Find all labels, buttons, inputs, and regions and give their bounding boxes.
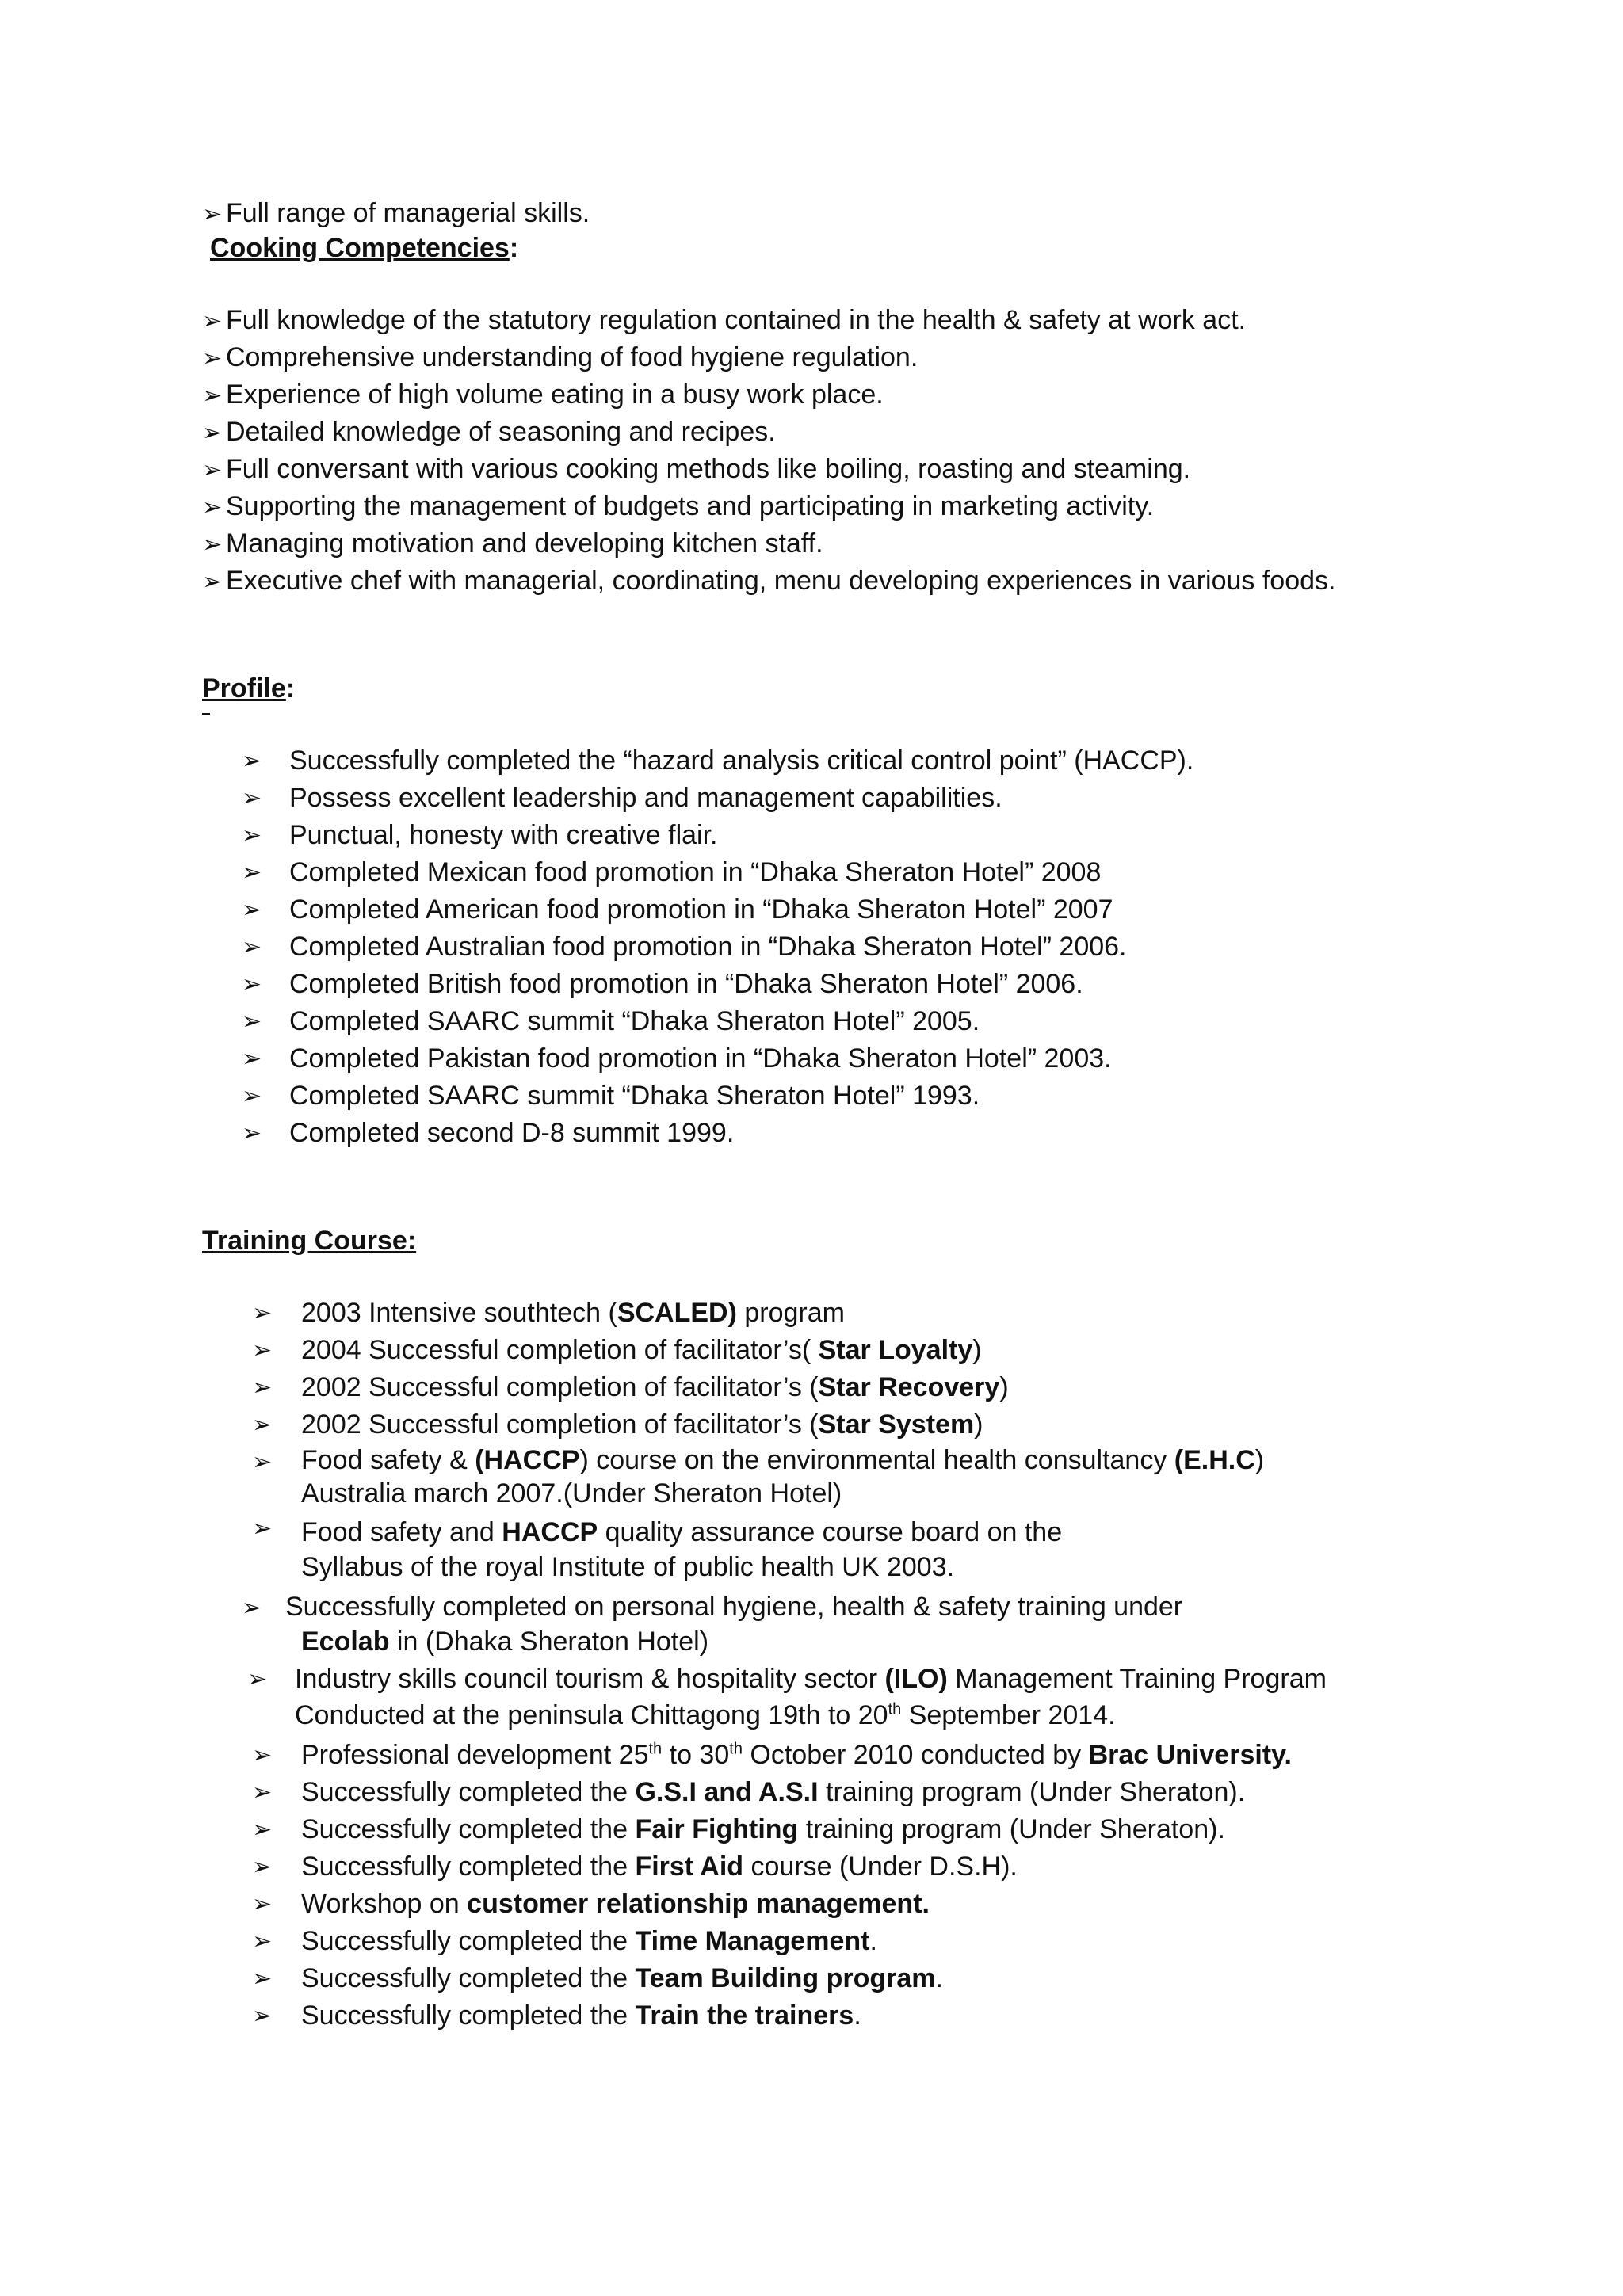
list-item: ➢ Possess excellent leadership and management capabilities. xyxy=(0,780,1623,817)
profile-heading xyxy=(202,670,1623,707)
list-item: ➢ 2004 Successful completion of facilitator’s( Star Loyalty) xyxy=(0,1332,1623,1369)
list-item: ➢ Completed Australian food promotion in “Dhaka Sheraton Hotel” 2006. xyxy=(0,929,1623,966)
list-item: ➢ Food safety and HACCP quality assurance course board on the Syllabus of the royal Institute of public health UK 2003. xyxy=(0,1510,1623,1589)
arrow-bullet-icon: ➢ xyxy=(252,1449,273,1475)
arrow-bullet-icon: ➢ xyxy=(252,1742,273,1768)
list-item: ➢ Successfully completed on personal hygiene, health & safety training under Ecolab in (Dhaka Sheraton Hotel) xyxy=(0,1589,1623,1661)
arrow-bullet-icon: ➢ xyxy=(202,494,223,521)
list-item: ➢ Successfully completed the Time Management. xyxy=(0,1923,1623,1960)
cooking-heading-text: Cooking Competencies xyxy=(210,233,510,263)
list-item: ➢ Executive chef with managerial, coordinating, menu developing experiences in various foods. xyxy=(202,563,1623,600)
list-item: ➢ Successfully completed the Fair Fighting training program (Under Sheraton). xyxy=(0,1811,1623,1848)
arrow-bullet-icon: ➢ xyxy=(252,1516,273,1542)
arrow-bullet-icon: ➢ xyxy=(252,1375,273,1401)
arrow-bullet-icon: ➢ xyxy=(202,569,223,595)
cooking-list xyxy=(202,302,1623,600)
list-item: ➢ Completed SAARC summit “Dhaka Sheraton Hotel” 1993. xyxy=(0,1077,1623,1115)
list-item: ➢ 2003 Intensive southtech (SCALED) program xyxy=(0,1295,1623,1332)
training-list xyxy=(0,1295,1623,2035)
list-item: ➢ Completed Pakistan food promotion in “Dhaka Sheraton Hotel” 2003. xyxy=(0,1040,1623,1077)
arrow-bullet-icon: ➢ xyxy=(202,201,223,227)
list-item: ➢ Full knowledge of the statutory regulation contained in the health & safety at work act. xyxy=(202,302,1623,339)
arrow-bullet-icon: ➢ xyxy=(252,1854,273,1880)
list-item: ➢ Successfully completed the First Aid course (Under D.S.H). xyxy=(0,1848,1623,1886)
arrow-bullet-icon: ➢ xyxy=(252,1817,273,1843)
arrow-bullet-icon: ➢ xyxy=(202,308,223,334)
arrow-bullet-icon: ➢ xyxy=(242,1046,262,1072)
training-heading-text: Training Course: xyxy=(202,1226,417,1256)
intro-text: Full range of managerial skills. xyxy=(226,198,590,228)
arrow-bullet-icon: ➢ xyxy=(252,1412,273,1438)
arrow-bullet-icon: ➢ xyxy=(252,1779,273,1806)
arrow-bullet-icon: ➢ xyxy=(252,1891,273,1917)
arrow-bullet-icon: ➢ xyxy=(202,457,223,483)
arrow-bullet-icon: ➢ xyxy=(242,785,262,811)
list-item: ➢ Completed British food promotion in “Dhaka Sheraton Hotel” 2006. xyxy=(0,966,1623,1003)
intro-section xyxy=(202,195,1623,265)
profile-heading-colon: : xyxy=(285,673,296,704)
list-item: ➢ Comprehensive understanding of food hygiene regulation. xyxy=(202,339,1623,376)
list-item: ➢ 2002 Successful completion of facilitator’s (Star System) xyxy=(0,1406,1623,1444)
cooking-heading xyxy=(202,230,1623,265)
list-item: ➢ Food safety & (HACCP) course on the environmental health consultancy (E.H.C) Australia march 2007.(Under Sheraton Hotel) xyxy=(252,1445,1265,1508)
arrow-bullet-icon: ➢ xyxy=(242,822,262,849)
arrow-bullet-icon: ➢ xyxy=(202,345,223,372)
list-item: ➢ Completed Mexican food promotion in “Dhaka Sheraton Hotel” 2008 xyxy=(0,854,1623,891)
arrow-bullet-icon: ➢ xyxy=(202,383,223,409)
list-item: ➢ Managing motivation and developing kitchen staff. xyxy=(202,525,1623,563)
arrow-bullet-icon: ➢ xyxy=(252,1928,273,1955)
profile-heading-text: Profile xyxy=(202,673,286,704)
arrow-bullet-icon: ➢ xyxy=(247,1666,268,1692)
list-item: ➢ Industry skills council tourism & hospitality sector (ILO) Management Training Program Conducted at the peninsula Chittagong 19th to 20th September 2014. xyxy=(0,1661,1623,1737)
list-item: ➢ Successfully completed the “hazard analysis critical control point” (HACCP). xyxy=(0,742,1623,780)
divider xyxy=(202,713,210,715)
arrow-bullet-icon: ➢ xyxy=(242,971,262,997)
arrow-bullet-icon: ➢ xyxy=(242,860,262,886)
cooking-heading-colon: : xyxy=(509,233,519,263)
list-item: ➢ Successfully completed the G.S.I and A.S.I training program (Under Sheraton). xyxy=(0,1774,1623,1811)
arrow-bullet-icon: ➢ xyxy=(242,1595,262,1621)
arrow-bullet-icon: ➢ xyxy=(252,1300,273,1326)
list-item: ➢ Professional development 25th to 30th October 2010 conducted by Brac University. xyxy=(0,1737,1623,1774)
arrow-bullet-icon: ➢ xyxy=(242,1120,262,1146)
list-item: ➢ Supporting the management of budgets and participating in marketing activity. xyxy=(202,488,1623,525)
training-heading xyxy=(202,1222,1623,1260)
list-item: ➢ Completed SAARC summit “Dhaka Sheraton Hotel” 2005. xyxy=(0,1003,1623,1040)
arrow-bullet-icon: ➢ xyxy=(252,1337,273,1363)
arrow-bullet-icon: ➢ xyxy=(242,1009,262,1035)
list-item: ➢ Completed American food promotion in “Dhaka Sheraton Hotel” 2007 xyxy=(0,891,1623,929)
intro-item xyxy=(202,195,1623,230)
profile-list xyxy=(0,742,1623,1152)
arrow-bullet-icon: ➢ xyxy=(202,420,223,446)
arrow-bullet-icon: ➢ xyxy=(202,532,223,558)
list-item: ➢ Detailed knowledge of seasoning and recipes. xyxy=(202,414,1623,451)
list-item: ➢ Workshop on customer relationship management. xyxy=(0,1886,1623,1923)
list-item: ➢ Full conversant with various cooking methods like boiling, roasting and steaming. xyxy=(202,451,1623,488)
arrow-bullet-icon: ➢ xyxy=(242,748,262,774)
list-item: ➢ Experience of high volume eating in a busy work place. xyxy=(202,376,1623,414)
arrow-bullet-icon: ➢ xyxy=(252,2003,273,2029)
arrow-bullet-icon: ➢ xyxy=(252,1966,273,1992)
arrow-bullet-icon: ➢ xyxy=(242,1083,262,1109)
list-item: ➢ 2002 Successful completion of facilitator’s (Star Recovery) xyxy=(0,1369,1623,1406)
list-item: ➢ Successfully completed the Train the trainers. xyxy=(0,1997,1623,2035)
list-item: ➢ Punctual, honesty with creative flair. xyxy=(0,817,1623,854)
list-item: ➢ Successfully completed the Team Building program. xyxy=(0,1960,1623,1997)
list-item: ➢ Completed second D-8 summit 1999. xyxy=(0,1115,1623,1152)
arrow-bullet-icon: ➢ xyxy=(242,934,262,960)
arrow-bullet-icon: ➢ xyxy=(242,897,262,923)
